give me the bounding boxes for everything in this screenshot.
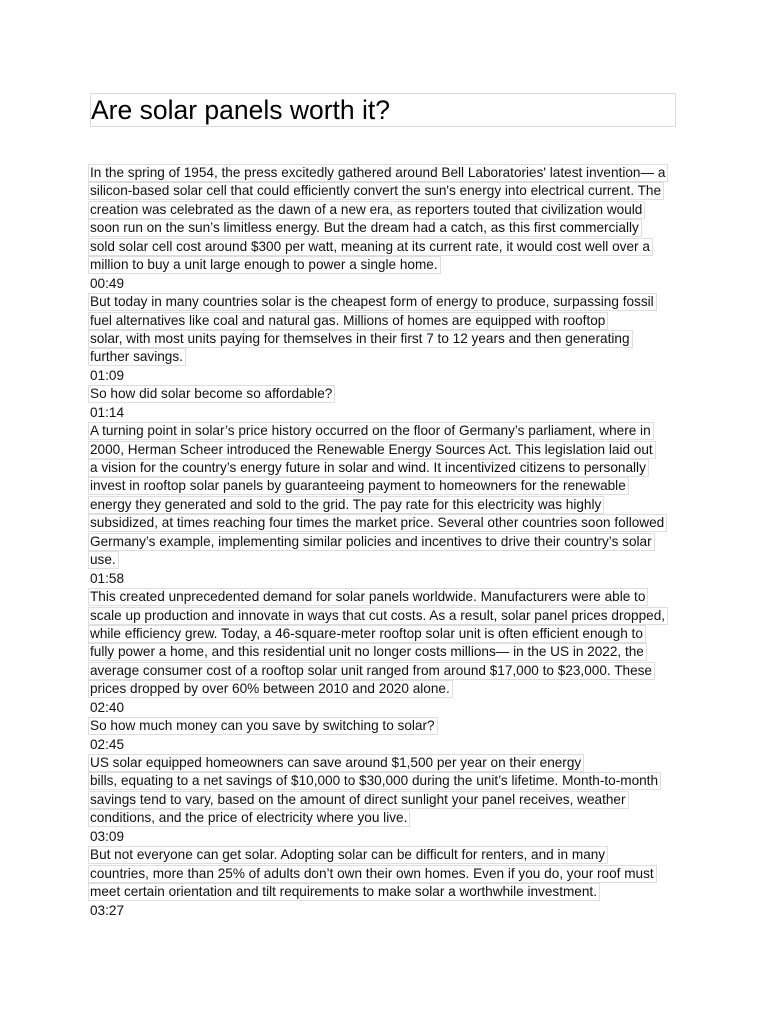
- transcript-text: silicon-based solar cell that could efficiently convert the sun's energy into electrical current. The: [90, 183, 662, 199]
- transcript-text: So how much money can you save by switching to solar?: [90, 718, 435, 734]
- transcript-text: fuel alternatives like coal and natural gas. Millions of homes are equipped with rooftop: [90, 312, 606, 328]
- transcript-line: [90, 643, 690, 661]
- transcript-text: while efficiency grew. Today, a 46-square-meter rooftop solar unit is often efficient enough to: [90, 625, 643, 641]
- transcript-text: So how did solar become so affordable?: [90, 386, 333, 402]
- timestamp-line: [90, 699, 690, 717]
- transcript-text: fully power a home, and this residential unit no longer costs millions— in the US in 2022, the: [90, 644, 644, 660]
- transcript-text: A turning point in solar’s price history occurred on the floor of Germany’s parliament, where in: [90, 423, 651, 439]
- timestamp-text: 02:45: [90, 736, 125, 752]
- transcript-line: [90, 238, 690, 256]
- transcript-line: [90, 791, 690, 809]
- transcript-text: conditions, and the price of electricity where you live.: [90, 810, 408, 826]
- transcript-line: [90, 477, 690, 495]
- timestamp-text: 00:49: [90, 275, 125, 291]
- timestamp-line: [90, 902, 690, 920]
- timestamp-line: [90, 828, 690, 846]
- transcript-text: savings tend to vary, based on the amount of direct sunlight your panel receives, weather: [90, 791, 626, 807]
- transcript-line: [90, 293, 690, 311]
- transcript-line: [90, 164, 690, 182]
- transcript-text: US solar equipped homeowners can save around $1,500 per year on their energy: [90, 755, 582, 770]
- transcript-text: meet certain orientation and tilt requirements to make solar a worthwhile investment.: [90, 884, 597, 900]
- timestamp-text: 02:40: [90, 699, 125, 715]
- transcript-line: [90, 496, 690, 514]
- title-box: [90, 93, 676, 127]
- timestamp-text: 03:27: [90, 902, 125, 918]
- transcript-line: [90, 551, 690, 569]
- transcript-line: [90, 348, 690, 366]
- transcript-line: [90, 312, 690, 330]
- timestamp-line: [90, 275, 690, 293]
- timestamp-line: [90, 736, 690, 754]
- transcript-text: countries, more than 25% of adults don’t own their own homes. Even if you do, your roof must: [90, 865, 654, 881]
- transcript-line: [90, 201, 690, 219]
- transcript-line: [90, 256, 690, 274]
- transcript-line: [90, 772, 690, 790]
- transcript-body: [90, 164, 690, 920]
- transcript-line: [90, 662, 690, 680]
- transcript-text: bills, equating to a net savings of $10,000 to $30,000 during the unit’s lifetime. Month-to-month: [90, 773, 659, 789]
- transcript-line: [90, 182, 690, 200]
- transcript-line: [90, 588, 690, 606]
- transcript-line: [90, 607, 690, 625]
- transcript-line: [90, 219, 690, 237]
- transcript-text: prices dropped by over 60% between 2010 and 2020 alone.: [90, 681, 450, 697]
- transcript-line: [90, 809, 690, 827]
- timestamp-line: [90, 404, 690, 422]
- transcript-text: soon run on the sun’s limitless energy. But the dream had a catch, as this first commercially: [90, 220, 639, 236]
- transcript-text: invest in rooftop solar panels by guaranteeing payment to homeowners for the renewable: [90, 478, 626, 494]
- transcript-line: [90, 680, 690, 698]
- transcript-line: [90, 441, 690, 459]
- timestamp-line: [90, 367, 690, 385]
- transcript-text: use.: [90, 552, 116, 568]
- transcript-text: solar, with most units paying for themselves in their first 7 to 12 years and then generating: [90, 330, 630, 346]
- transcript-text: average consumer cost of a rooftop solar unit ranged from around $17,000 to $23,000. These: [90, 662, 652, 678]
- transcript-text: further savings.: [90, 349, 183, 365]
- transcript-line: [90, 422, 690, 440]
- transcript-text: million to buy a unit large enough to power a single home.: [90, 257, 438, 273]
- transcript-text: This created unprecedented demand for solar panels worldwide. Manufacturers were able to: [90, 589, 646, 605]
- timestamp-text: 03:09: [90, 828, 125, 844]
- transcript-text: 2000, Herman Scheer introduced the Renewable Energy Sources Act. This legislation laid out: [90, 441, 653, 457]
- transcript-text: But today in many countries solar is the cheapest form of energy to produce, surpassing fossil: [90, 294, 654, 310]
- transcript-line: [90, 865, 690, 883]
- transcript-text: energy they generated and sold to the grid. The pay rate for this electricity was highly: [90, 496, 602, 512]
- transcript-text: sold solar cell cost around $300 per watt, meaning at its current rate, it would cost well over a: [90, 238, 650, 254]
- timestamp-text: 01:58: [90, 570, 125, 586]
- page-title: Are solar panels worth it?: [91, 95, 391, 125]
- transcript-text: But not everyone can get solar. Adopting solar can be difficult for renters, and in many: [90, 847, 606, 863]
- transcript-text: subsidized, at times reaching four times the market price. Several other countries soon followed: [90, 515, 665, 531]
- timestamp-text: 01:09: [90, 367, 125, 383]
- transcript-text: In the spring of 1954, the press excitedly gathered around Bell Laboratories' latest invention— a: [90, 165, 666, 180]
- transcript-line: [90, 717, 690, 735]
- transcript-line: [90, 754, 690, 772]
- transcript-text: scale up production and innovate in ways that cut costs. As a result, solar panel prices dropped,: [90, 607, 666, 623]
- timestamp-line: [90, 570, 690, 588]
- transcript-line: [90, 625, 690, 643]
- transcript-line: [90, 883, 690, 901]
- transcript-line: [90, 459, 690, 477]
- transcript-line: [90, 846, 690, 864]
- timestamp-text: 01:14: [90, 404, 125, 420]
- transcript-text: a vision for the country’s energy future in solar and wind. It incentivized citizens to personally: [90, 460, 646, 475]
- transcript-line: [90, 533, 690, 551]
- transcript-text: creation was celebrated as the dawn of a new era, as reporters touted that civilization would: [90, 201, 643, 217]
- transcript-line: [90, 330, 690, 348]
- transcript-line: [90, 385, 690, 403]
- transcript-line: [90, 514, 690, 532]
- transcript-text: Germany’s example, implementing similar policies and incentives to drive their country’s solar: [90, 533, 652, 549]
